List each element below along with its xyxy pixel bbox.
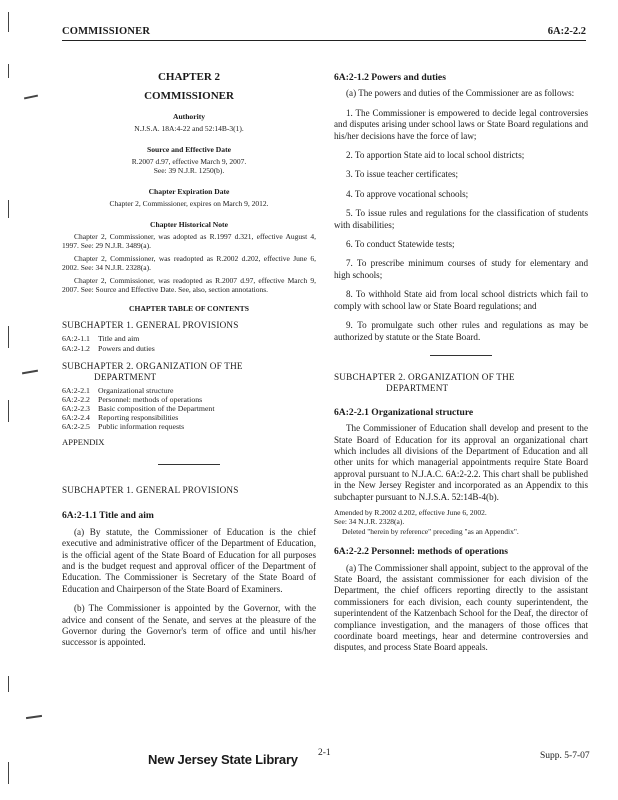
margin-mark [8, 200, 9, 218]
body-paragraph: (a) The powers and duties of the Commissioner are as follows: [346, 88, 575, 99]
margin-mark [24, 95, 38, 100]
list-item: 1. The Commissioner is empowered to decide legal controversies and disputes arising under school laws or State Board regulations and his/her decisions have the force of law; [334, 107, 588, 141]
section-heading: 6A:2-1.2 Powers and duties [334, 72, 446, 83]
body-paragraph: (b) The Commissioner is appointed by the Governor, with the advice and consent of the Senate, and serves at the pleasure of the Governor during the Governor's term of office and until his/her successor is appointed. [62, 603, 316, 648]
section-heading: 6A:2-1.1 Title and aim [62, 510, 154, 522]
header-title: COMMISSIONER [62, 26, 151, 37]
margin-mark [26, 715, 42, 719]
source-text: See: 39 N.J.R. 1250(b). [153, 166, 225, 176]
right-column [334, 72, 588, 658]
body-paragraph: (a) The Commissioner shall appoint, subject to the approval of the State Board, the assistant commissioner for each division of the Department, the chief officers reporting directly to the assistant commissioners for each division, each county superintendent, the superintendent of the Katzenbach School for the Deaf, the director of compliance investigation, and the managers of those offices that coordinate board meetings, hear and determine controversies and disputes, and process State Board appeals. [334, 562, 588, 653]
section-heading: 6A:2-2.2 Personnel: methods of operations [334, 546, 509, 558]
amendment-note: Deleted "herein by reference" preceding "as an Appendix". [342, 526, 519, 536]
margin-mark [8, 12, 9, 32]
list-item: 3. To issue teacher certificates; [346, 169, 459, 180]
authority-heading: Authority [172, 111, 206, 121]
list-item: 4. To approve vocational schools; [346, 188, 469, 199]
page-number: 2-1 [318, 748, 331, 758]
running-header [62, 22, 586, 41]
left-column [62, 72, 316, 653]
chapter-title: COMMISSIONER [144, 90, 234, 103]
supplement-date: Supp. 5-7-07 [540, 751, 590, 761]
toc-item: 6A:2-2.1 Organizational structure [62, 385, 174, 395]
powers-list [334, 108, 588, 343]
expiration-heading: Chapter Expiration Date [148, 186, 230, 196]
amendment-note: Amended by R.2002 d.202, effective June 6, 2002. [334, 507, 487, 517]
source-heading: Source and Effective Date [146, 144, 231, 154]
section-divider [430, 355, 492, 356]
source-text: R.2007 d.97, effective March 9, 2007. [131, 157, 247, 167]
toc-appendix: APPENDIX [62, 436, 105, 447]
toc-subchapter-2-list [62, 386, 316, 432]
list-item: 9. To promulgate such other rules and regulations as may be authorized by statute or the State Board. [334, 320, 588, 342]
section-divider [158, 464, 220, 465]
toc-item: 6A:2-2.4 Reporting responsibilities [62, 413, 179, 423]
toc-item: 6A:2-2.3 Basic composition of the Department [62, 403, 215, 413]
library-watermark: New Jersey State Library [148, 752, 298, 767]
subchapter-2-heading-cont: DEPARTMENT [386, 383, 449, 394]
list-item: 6. To conduct Statewide tests; [346, 239, 455, 250]
subchapter-1-heading: SUBCHAPTER 1. GENERAL PROVISIONS [62, 484, 239, 495]
toc-heading: CHAPTER TABLE OF CONTENTS [129, 303, 249, 313]
toc-subchapter-1: SUBCHAPTER 1. GENERAL PROVISIONS [62, 319, 239, 330]
body-paragraph: (a) By statute, the Commissioner of Education is the chief executive and administrative officer of the Department of Education, is the official agent of the State Board of Education for all purposes and is the budget request and approval officer of the Department of Education. The Commissioner is Secretary of the State Board of Education and Chairperson of the State Board of Examiners. [62, 526, 316, 594]
chapter-number: CHAPTER 2 [157, 71, 221, 83]
header-section-number: 6A:2-2.2 [547, 26, 586, 37]
toc-subchapter-2-cont: DEPARTMENT [94, 372, 157, 383]
authority-text: N.J.S.A. 18A:4-22 and 52:14B-3(1). [134, 124, 244, 134]
body-paragraph: The Commissioner of Education shall develop and present to the State Board of Education for its approval an organizational chart which includes all divisions of the Department of Education and all other units for which managerial appointments require State Board approval pursuant to N.J.A.C. 6A:2-2.2. This chart shall be published in the New Jersey Register and incorporated as an Appendix to this subchapter pursuant to N.J.S.A. 52:14B-4(b). [334, 423, 588, 502]
toc-item: 6A:2-2.5 Public information requests [62, 422, 185, 432]
margin-mark [8, 400, 9, 422]
list-item: 8. To withhold State aid from local school districts which fail to comply with school law or State Board regulations; and [334, 289, 588, 311]
toc-item: 6A:2-1.2 Powers and duties [62, 343, 155, 353]
margin-mark [8, 762, 9, 784]
history-heading: Chapter Historical Note [150, 219, 228, 229]
history-note: Chapter 2, Commissioner, was adopted as R.1997 d.321, effective August 4, 1997. See: 29 N.J.R. 3489(a). [62, 232, 316, 251]
toc-subchapter-2: SUBCHAPTER 2. ORGANIZATION OF THE [62, 360, 243, 371]
margin-mark [8, 676, 9, 692]
subchapter-2-heading: SUBCHAPTER 2. ORGANIZATION OF THE [334, 371, 515, 382]
list-item: 5. To issue rules and regulations for the classification of students with disabilities; [334, 208, 588, 230]
section-heading: 6A:2-2.1 Organizational structure [334, 406, 474, 418]
margin-mark [8, 326, 9, 348]
list-item: 7. To prescribe minimum courses of study for elementary and high schools; [334, 258, 588, 280]
amendment-note: See: 34 N.J.R. 2328(a). [334, 517, 405, 527]
history-note: Chapter 2, Commissioner, was readopted as R.2007 d.97, effective March 9, 2007. See: Source and Effective Date. See, also, section annotations. [62, 275, 316, 295]
expiration-text: Chapter 2, Commissioner, expires on March 9, 2012. [109, 199, 269, 209]
toc-subchapter-1-list [62, 334, 316, 352]
margin-mark [8, 64, 9, 78]
toc-item: 6A:2-1.1 Title and aim [62, 334, 140, 344]
list-item: 2. To apportion State aid to local school districts; [346, 150, 525, 161]
margin-mark [22, 370, 38, 375]
history-note: Chapter 2, Commissioner, was readopted as R.2002 d.202, effective June 6, 2002. See: 34 N.J.R. 2328(a). [62, 253, 316, 273]
toc-item: 6A:2-2.2 Personnel: methods of operations [62, 394, 203, 404]
